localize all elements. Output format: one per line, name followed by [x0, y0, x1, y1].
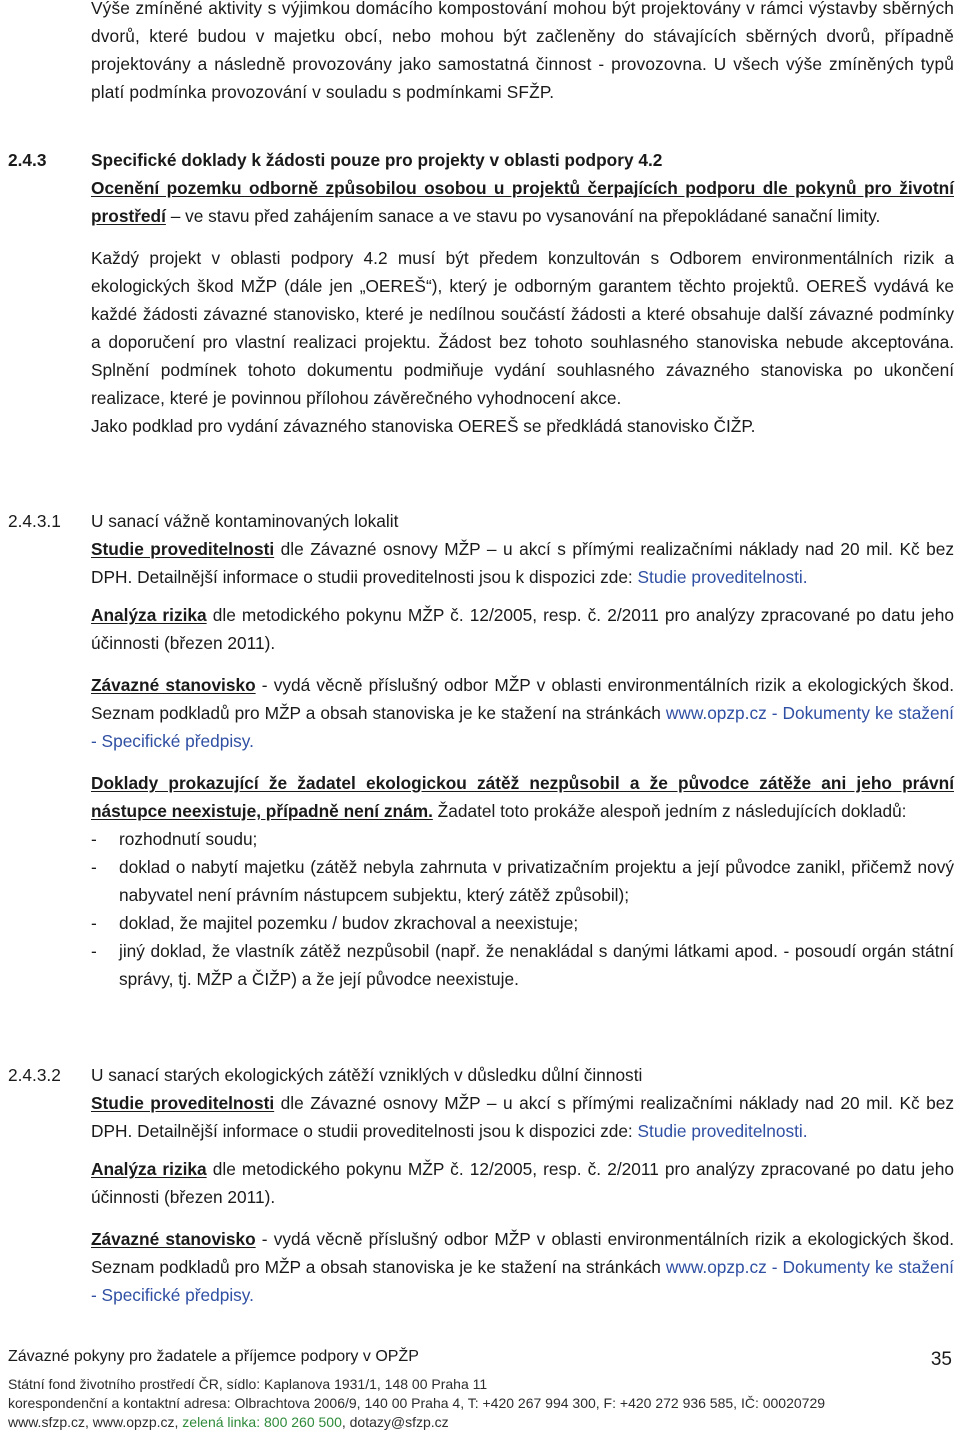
footer-line: Státní fond životního prostředí ČR, sídlo: Kaplanova 1931/1, 148 00 Praha 11 — [8, 1376, 488, 1392]
zavazne-paragraph: Závazné stanovisko - vydá věcně příslušný odbor MŽP v oblasti environmentálních rizik a ekologických škod. Seznam podkladů pro MŽP a obsah stanoviska je ke stažení na stránkách www.opzp.cz - Dokumenty ke stažení - Specifické předpisy. — [91, 1229, 954, 1305]
page-number: 35 — [930, 1349, 952, 1370]
intro-paragraph: Výše zmíněné aktivity s výjimkou domácího kompostování mohou být projektovány v rámci výstavby sběrných dvorů, které budou v majetku obcí, nebo mohou být začleněny do stávajících sběrných dvorů, případně projektovány a následně provozovány jako samostatná činnost - provozovna. U všech výše zmíněných typů platí podmínka provozování v souladu s podmínkami SFŽP. — [91, 0, 954, 102]
subsection-title: U sanací starých ekologických zátěží vzniklých v důsledku důlní činnosti — [91, 1065, 643, 1085]
section-2-4-3-2 — [91, 1061, 954, 1309]
analyza-paragraph: Analýza rizika dle metodického pokynu MŽP č. 12/2005, resp. č. 2/2011 pro analýzy zpracované po datu jeho účinnosti (březen 2011). — [91, 605, 954, 653]
section-number-2-4-3-1: 2.4.3.1 — [8, 511, 61, 531]
zavazne-paragraph: Závazné stanovisko - vydá věcně příslušný odbor MŽP v oblasti environmentálních rizik a ekologických škod. Seznam podkladů pro MŽP a obsah stanoviska je ke stažení na stránkách www.opzp.cz - Dokumenty ke stažení - Specifické předpisy. — [91, 675, 954, 751]
subsection-title: U sanací vážně kontaminovaných lokalit — [91, 511, 399, 531]
list-item: - jiný doklad, že vlastník zátěž nezpůsobil (např. že nenakládal s danými látkami apod. - posoudí orgán státní správy, tj. MŽP a ČIŽP) a že její původce neexistuje. — [91, 941, 954, 989]
green-line: zelená linka: 800 260 500 — [182, 1414, 342, 1430]
footer-line: korespondenční a kontaktní adresa: Olbrachtova 2006/9, 140 00 Praha 4, T: +420 267 994 300, F: +420 272 936 585, IČ: 00020729 — [8, 1395, 826, 1411]
studie-link[interactable]: Studie proveditelnosti. — [637, 1121, 808, 1141]
section-paragraph: Každý projekt v oblasti podpory 4.2 musí být předem konzultován s Odborem environmentálních rizik a ekologických škod MŽP (dále jen „OEREŠ“), který je odborným garantem těchto projektů. OEREŠ vydává ke každé žádosti závazné stanovisko, které je nedílnou součástí žádosti a které obsahuje další závazné podmínky a doporučení pro vlastní realizaci projektu. Žádost bez tohoto souhlasného stanoviska nebude akceptována. Splnění podmínek tohoto dokumentu podmiňuje vydání souhlasného závazného stanoviska po ukončení realizace, které je povinnou přílohou závěrečného vyhodnocení akce. — [91, 248, 954, 408]
studie-paragraph: Studie proveditelnosti dle Závazné osnovy MŽP – u akcí s přímými realizačními náklady nad 20 mil. Kč bez DPH. Detailnější informace o studii proveditelnosti jsou k dispozici zde: Studie proveditelnosti. — [91, 539, 954, 587]
studie-link[interactable]: Studie proveditelnosti. — [637, 567, 808, 587]
section-2-4-3-1 — [91, 507, 954, 993]
footer-line: www.sfzp.cz, www.opzp.cz, zelená linka: 800 260 500, dotazy@sfzp.cz — [8, 1414, 449, 1430]
list-item: - doklad, že majitel pozemku / budov zkrachoval a neexistuje; — [91, 913, 579, 933]
section-paragraph: Jako podklad pro vydání závazného stanoviska OEREŠ se předkládá stanovisko ČIŽP. — [91, 416, 756, 436]
footer-info — [8, 1375, 825, 1432]
analyza-paragraph: Analýza rizika dle metodického pokynu MŽP č. 12/2005, resp. č. 2/2011 pro analýzy zpracované po datu jeho účinnosti (březen 2011). — [91, 1159, 954, 1207]
opzp-link[interactable]: www.opzp.cz - Dokumenty ke stažení - Specifické předpisy. — [91, 703, 954, 751]
footer-title: Závazné pokyny pro žadatele a příjemce podpory v OPŽP — [8, 1348, 419, 1365]
opzp-link[interactable]: www.opzp.cz - Dokumenty ke stažení - Specifické předpisy. — [91, 1257, 954, 1305]
list-item: - rozhodnutí soudu; — [91, 829, 258, 849]
list-item: - doklad o nabytí majetku (zátěž nebyla zahrnuta v privatizačním projektu a její původce zanikl, přičemž nový nabyvatel není právním nástupcem subjektu, který zátěž způsobil); — [91, 857, 954, 905]
section-number-2-4-3-2: 2.4.3.2 — [8, 1065, 61, 1085]
section-lead: Ocenění pozemku odborně způsobilou osobou u projektů čerpajících podporu dle pokynů pro životní prostředí – ve stavu před zahájením sanace a ve stavu po vysanování na přepokládané sanační limity. — [91, 178, 954, 226]
doklady-list — [91, 825, 954, 993]
studie-paragraph: Studie proveditelnosti dle Závazné osnovy MŽP – u akcí s přímými realizačními náklady nad 20 mil. Kč bez DPH. Detailnější informace o studii proveditelnosti jsou k dispozici zde: Studie proveditelnosti. — [91, 1093, 954, 1141]
section-number-2-4-3: 2.4.3 — [8, 150, 47, 170]
section-title: Specifické doklady k žádosti pouze pro projekty v oblasti podpory 4.2 — [91, 150, 663, 170]
doklady-paragraph: Doklady prokazující že žadatel ekologickou zátěž nezpůsobil a že původce zátěže ani jeho právní nástupce neexistuje, případně není znám. Žadatel toto prokáže alespoň jedním z následujících dokladů: — [91, 773, 954, 821]
section-2-4-3 — [91, 146, 954, 440]
